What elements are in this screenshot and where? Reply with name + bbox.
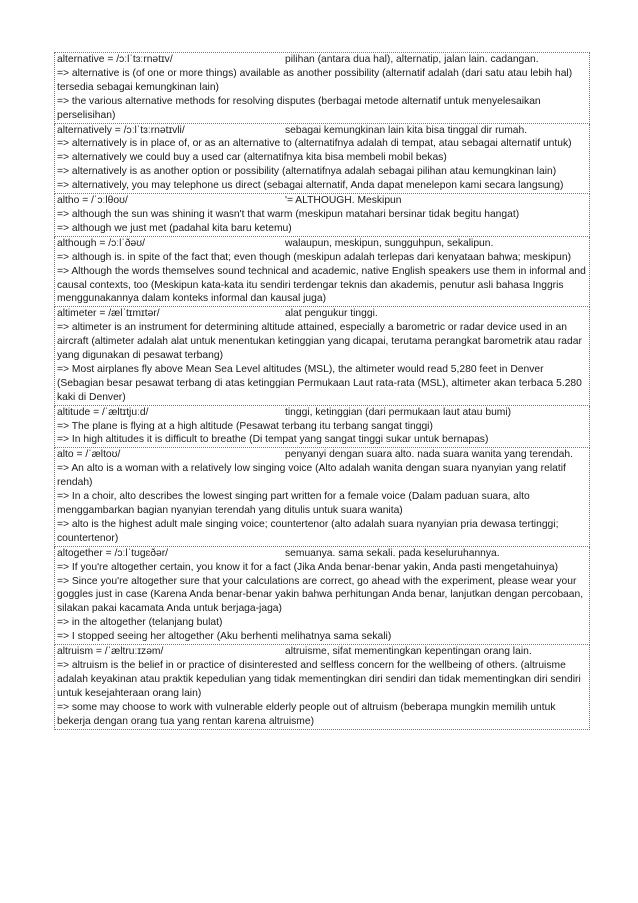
example-line: => If you're altogether certain, you know it for a fact (Jika Anda benar-benar yakin, Anda pasti mengetahuinya)	[57, 561, 559, 573]
entry-headword: alto = /ˈæltoʊ/	[57, 449, 121, 461]
entry-definition: alat pengukur tinggi.	[285, 308, 378, 320]
entry-definition: walaupun, meskipun, sungguhpun, sekalipun.	[285, 237, 494, 249]
entry-header	[57, 406, 587, 420]
example-line: => alto is the highest adult male singing voice; countertenor (alto adalah suara nyanyian pria dewasa tertinggi; countertenor)	[57, 518, 559, 544]
dictionary-entry	[54, 307, 590, 405]
entry-header	[57, 237, 587, 251]
example-line: => although the sun was shining it wasn't that warm (meskipun matahari bersinar tidak begitu hangat)	[57, 208, 520, 220]
example-line: => Although the words themselves sound technical and academic, native English speakers use them in informal and causal contexts, too (Meskipun kata-kata itu sendiri terdengar teknis dan akademis, penutur asli bahasa Inggris menggunakannya dalam konteks informal dan kausal juga)	[57, 265, 586, 305]
entry-definition: penyanyi dengan suara alto. nada suara wanita yang terendah.	[285, 449, 573, 461]
example-line: => alternatively, you may telephone us direct (sebagai alternatif, Anda dapat menelepon kami secara langsung)	[57, 180, 564, 192]
entry-headword: altruism = /ˈæltruːɪzəm/	[57, 646, 164, 658]
dictionary-table	[54, 52, 590, 730]
entry-headword: although = /ɔːlˈðəʊ/	[57, 237, 145, 249]
example-line: => in the altogether (telanjang bulat)	[57, 617, 223, 629]
dictionary-entry	[54, 237, 590, 308]
example-line: => alternatively is as another option or possibility (alternatifnya adalah sebagai pilihan atau kemungkinan lain)	[57, 166, 557, 178]
dictionary-entry	[54, 53, 590, 124]
entry-header	[57, 307, 587, 321]
entry-header	[57, 194, 587, 208]
entry-headword: alternatively = /ɔːlˈtɜːrnətɪvli/	[57, 124, 185, 136]
dictionary-entry	[54, 194, 590, 237]
entry-definition: '= ALTHOUGH. Meskipun	[285, 195, 402, 207]
entry-definition: altruisme, sifat mementingkan kepentingan orang lain.	[285, 646, 532, 658]
example-line: => altruism is the belief in or practice of disinterested and selfless concern for the wellbeing of others. (altruisme adalah keyakinan atau praktik kepedulian yang tidak mementingkan diri sendiri dan tidak mementingkan diri sendiri untuk kesejahteraan orang lain)	[57, 659, 581, 699]
entry-header	[57, 645, 587, 659]
entry-headword: alternative = /ɔːlˈtɜːrnətɪv/	[57, 54, 173, 65]
dictionary-entry	[54, 448, 590, 546]
example-line: => The plane is flying at a high altitude (Pesawat terbang itu terbang sangat tinggi)	[57, 420, 433, 432]
example-line: => Most airplanes fly above Mean Sea Level altitudes (MSL), the altimeter would read 5,280 feet in Denver (Sebagian besar pesawat terbang di atas ketinggian Permukaan Laut rata-rata (MSL), altimeter akan terbaca 5.280 kaki di Denver)	[57, 363, 582, 403]
example-line: => In a choir, alto describes the lowest singing part written for a female voice (Dalam paduan suara, alto menggambarkan bagian nyanyian terendah yang ditulis untuk suara wanita)	[57, 491, 530, 516]
entry-headword: altogether = /ɔːlˈtʊgɛðər/	[57, 547, 169, 559]
dictionary-entry	[54, 547, 590, 645]
dictionary-entry	[54, 645, 590, 729]
example-line: => alternative is (of one or more things) available as another possibility (alternatif adalah (dari satu atau lebih hal) tersedia sebagai kemungkinan lain)	[57, 67, 573, 93]
dictionary-entry	[54, 124, 590, 195]
entry-definition: semuanya. sama sekali. pada keseluruhannya.	[285, 547, 500, 559]
example-line: => although we just met (padahal kita baru ketemu)	[57, 222, 292, 234]
example-line: => In high altitudes it is difficult to breathe (Di tempat yang sangat tinggi sukar untuk bernapas)	[57, 434, 489, 446]
entry-header	[57, 53, 587, 67]
entry-headword: altitude = /ˈæltɪtjuːd/	[57, 406, 149, 418]
example-line: => An alto is a woman with a relatively low singing voice (Alto adalah wanita dengan suara nyanyian yang relatif rendah)	[57, 463, 566, 489]
entry-definition: tinggi, ketinggian (dari permukaan laut atau bumi)	[285, 406, 512, 418]
example-line: => altimeter is an instrument for determining altitude attained, especially a barometric or radar device used in an aircraft (altimeter adalah alat untuk menentukan ketinggian yang dicapai, terutama perangkat barometrik atau radar yang digunakan di pesawat terbang)	[57, 322, 582, 362]
entry-definition: sebagai kemungkinan lain kita bisa tinggal dir rumah.	[285, 124, 528, 136]
entry-header	[57, 547, 587, 561]
example-line: => some may choose to work with vulnerable elderly people out of altruism (beberapa mungkin memilih untuk bekerja dengan orang tua yang rentan karena altruisme)	[57, 701, 556, 727]
example-line: => although is. in spite of the fact that; even though (meskipun adalah terlepas dari kenyataan bahwa; meskipun)	[57, 251, 572, 263]
entry-headword: altho = /ˈɔːlθoʊ/	[57, 195, 128, 207]
example-line: => alternatively we could buy a used car (alternatifnya kita bisa membeli mobil bekas)	[57, 152, 447, 164]
entry-header	[57, 124, 587, 138]
example-line: => the various alternative methods for resolving disputes (berbagai metode alternatif untuk menyelesaikan perselisihan)	[57, 95, 541, 121]
example-line: => I stopped seeing her altogether (Aku berhenti melihatnya sama sekali)	[57, 631, 392, 643]
entry-headword: altimeter = /ælˈtɪmɪtər/	[57, 308, 160, 320]
example-line: => alternatively is in place of, or as an alternative to (alternatifnya adalah di tempat, atau sebagai alternatif untuk)	[57, 138, 572, 150]
example-line: => Since you're altogether sure that your calculations are correct, go ahead with the experiment, please wear your goggles just in case (Karena Anda benar-benar yakin bahwa perhitungan Anda benar, lanjutkan dengan percobaan, silakan pakai kacamata Anda untuk berjaga-jaga)	[57, 575, 584, 615]
dictionary-entry	[54, 406, 590, 449]
entry-header	[57, 448, 587, 462]
entry-definition: pilihan (antara dua hal), alternatip, jalan lain. cadangan.	[285, 54, 539, 65]
